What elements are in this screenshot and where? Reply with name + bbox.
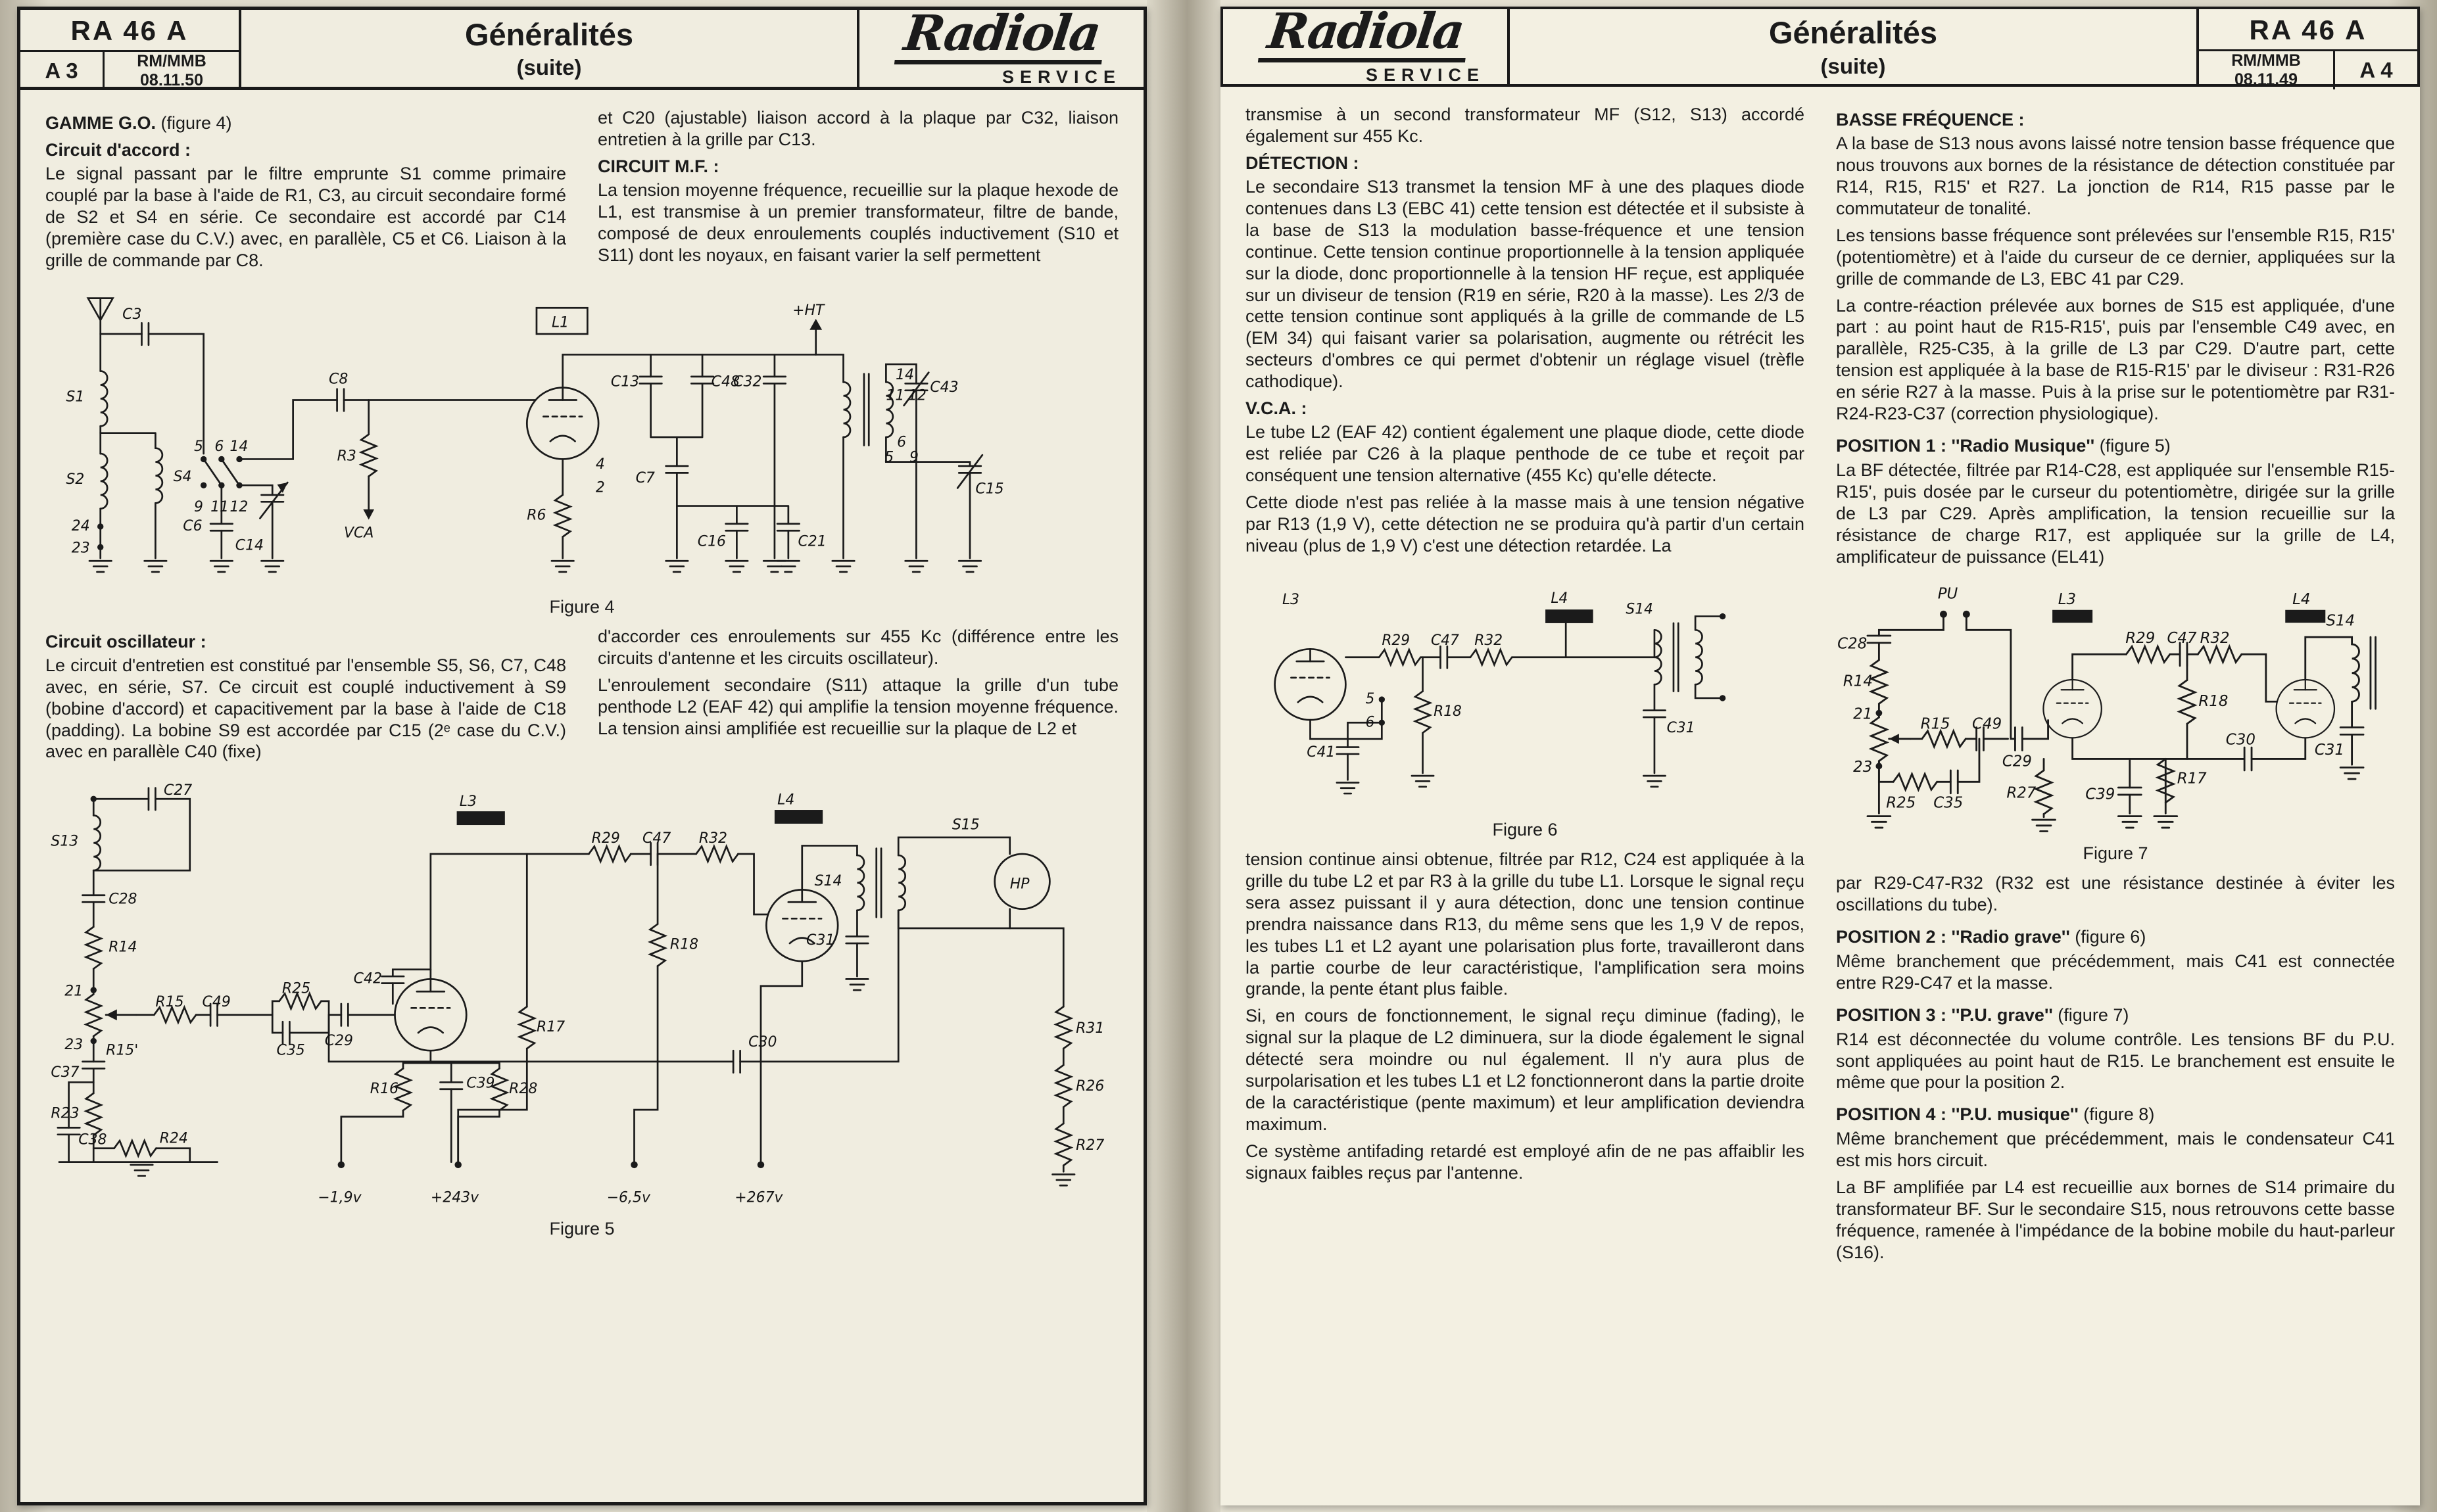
svg-text:R18: R18	[2198, 692, 2229, 710]
svg-text:R6: R6	[527, 507, 546, 524]
page-body-left	[20, 90, 1144, 1257]
svg-text:S1: S1	[66, 389, 85, 406]
section-heading	[1836, 1104, 2395, 1125]
svg-text:C31: C31	[1666, 719, 1695, 736]
page-header-right	[1220, 3, 2420, 89]
svg-text:L3: L3	[2058, 590, 2077, 608]
svg-text:S4: S4	[173, 468, 192, 485]
svg-text:S13: S13	[51, 833, 79, 850]
svg-text:21: 21	[1853, 705, 1873, 723]
paragraph: La BF amplifiée par L4 est recueillie aux bornes de S14 primaire du transformateur BF. Sur le secondaire S15, nous retrouvons cette basse fréquence, ramenée à l'impédance de la bobine mobile du haut-parleur (S16).	[1836, 1177, 2395, 1263]
paragraph: Le secondaire S13 transmet la tension MF à une des plaques diode contenues dans L3 (EBC 41) cette tension est détectée et il subsiste à la base de S13 la modulation basse-fréquence et une tension continue. Cette tension continue proportionnelle à la tension appliquée sur la diode, donc proportionnelle à la tension HF reçue, est appliquée sur un diviseur de tension (R19 en série, R20 à la masse). Les 2/3 de cette tension continue sont appliqués à la grille de commande de L5 (EM 34) qui faisant varier sa polarisation, augmente ou rétrécit les secteurs d'ombres ce qui permet d'obtenir un réglage visuel (trèfle cathodique).	[1245, 176, 1804, 392]
svg-text:C29: C29	[2002, 753, 2032, 770]
svg-text:C39: C39	[2085, 786, 2115, 803]
svg-text:C27: C27	[163, 782, 193, 799]
main-columns	[1245, 104, 2395, 1269]
svg-text:R3: R3	[337, 448, 356, 465]
svg-text:C47: C47	[1430, 632, 1459, 649]
ground-symbol	[1643, 776, 1665, 787]
ground-symbol	[1868, 816, 1891, 827]
paragraph: transmise à un second transformateur MF (S12, S13) accordé également sur 455 Kc.	[1245, 105, 1804, 146]
svg-text:R15: R15	[1920, 715, 1950, 733]
section-heading	[45, 112, 566, 134]
paragraph: Cette diode n'est pas reliée à la masse mais à une tension négative par R13 (1,9 V), cette détection ne se produira qu'à partir d'un certain niveau (plus de 1,9 V) c'est une détection retardée. La	[1245, 492, 1804, 555]
paragraph: d'accorder ces enroulements sur 455 Kc (différence entre les circuits d'antenne et les circuits oscillateur).	[598, 626, 1119, 668]
brand-logo: Radiola	[1258, 7, 1472, 62]
paragraph: Si, en cours de fonctionnement, le signal reçu diminue (fading), le signal sur la plaque de L2 diminuera, sur la diode également le signal détecté sera moindre ou nul également. Il n'y aura plus de surpolarisation et les tubes L1 et L2 fonctionneront dans la partie droite de la caractéristique (pente maximum) et leur amplification deviendra maximum.	[1245, 1006, 1804, 1135]
svg-text:5: 5	[884, 449, 894, 466]
paragraph: R14 est déconnectée du volume contrôle. Les tensions BF du P.U. sont appliquées au point haut de R15. Le branchement est ensuite le même que pour la position 2.	[1836, 1029, 2395, 1093]
svg-text:R31: R31	[1076, 1020, 1105, 1037]
svg-text:9: 9	[193, 498, 203, 515]
svg-text:R18: R18	[1434, 703, 1462, 720]
output-transformer	[857, 855, 863, 910]
svg-text:23: 23	[64, 1037, 84, 1054]
paragraph: La contre-réaction prélevée aux bornes de S15 est appliquée, d'une part : au point haut de R15-R15', puis par l'ensemble C49 avec, en parallèle, R25-C35, à la grille de L3 par C29. D'autre part, cette tension est appliquée à la base de R15-R15' par le diviseur : R31-R26 en série R27 à la masse. Puis à la prise sur le potentiomètre par R31-R24-R23-C37 (correction physiologique).	[1836, 295, 2395, 424]
column	[598, 626, 1119, 768]
tube-symbol	[395, 980, 466, 1051]
svg-text:C13: C13	[610, 373, 640, 390]
heading-suffix: (figure 4)	[156, 113, 232, 133]
brand-service-label: SERVICE	[1001, 66, 1121, 87]
section-heading: Circuit d'accord :	[45, 139, 191, 160]
title-box	[241, 10, 857, 87]
doc-subtitle: (suite)	[516, 55, 582, 80]
svg-text:R16: R16	[370, 1081, 398, 1098]
model-subrow	[20, 52, 239, 90]
svg-text:C21: C21	[798, 532, 827, 550]
model-box	[20, 10, 241, 87]
section-heading	[1836, 926, 2395, 948]
svg-text:4: 4	[595, 456, 605, 473]
column	[45, 107, 566, 277]
svg-text:9: 9	[909, 449, 919, 466]
heading-suffix: (figure 7)	[2052, 1004, 2129, 1025]
svg-text:C47: C47	[642, 830, 671, 847]
svg-text:C29: C29	[324, 1033, 354, 1050]
section-heading	[1836, 435, 2395, 457]
svg-text:14: 14	[229, 438, 249, 455]
svg-text:C42: C42	[353, 971, 382, 988]
heading-suffix: (figure 5)	[2094, 436, 2171, 456]
heading-suffix: (figure 6)	[2069, 926, 2146, 947]
page-ref: A 4	[2333, 51, 2417, 89]
svg-text:C3: C3	[122, 306, 142, 323]
svg-text:21: 21	[64, 983, 84, 1000]
model-number: RA 46 A	[2199, 9, 2417, 51]
svg-text:S2: S2	[66, 471, 85, 488]
dept-code: RM/MMB	[2231, 51, 2301, 70]
page-body-right	[1220, 87, 2420, 1278]
svg-text:C7: C7	[635, 469, 655, 486]
revision-date: 08.11.49	[2234, 70, 2298, 89]
svg-text:R26: R26	[1076, 1078, 1105, 1095]
figure-5	[45, 780, 1119, 1213]
paragraph: Le circuit d'entretien est constitué par l'ensemble S5, S6, C7, C48 avec, en série, S7. Ce circuit est couplé inductivement à S9 (bobine d'accord) et capacitivement par la base à l'aide de C18 (padding). La bobine S9 est accordée par C15 (2ᵉ case du C.V.) avec en parallèle C40 (fixe)	[45, 655, 566, 762]
svg-text:C28: C28	[109, 891, 137, 908]
heading-text: POSITION 3 : ''P.U. grave''	[1836, 1004, 2053, 1025]
section-heading	[1836, 1004, 2395, 1026]
paragraph: Le tube L2 (EAF 42) contient également une plaque diode, cette diode est reliée par C26 à la plaque penthode de ce tube et reçoit par conséquent une tension alternative (455 Kc) qu'elle détecte.	[1245, 422, 1804, 485]
section-heading: BASSE FRÉQUENCE :	[1836, 110, 2025, 130]
page-a3	[17, 7, 1147, 1505]
svg-text:C38: C38	[78, 1131, 107, 1148]
paragraph: L'enroulement secondaire (S11) attaque la grille d'un tube penthode L2 (EAF 42) qui amplifie la tension moyenne fréquence. La tension ainsi amplifiée est recueillie sur la plaque de L2 et	[598, 674, 1119, 738]
svg-text:C30: C30	[2225, 731, 2256, 749]
tube-symbol	[1275, 649, 1346, 720]
svg-text:R14: R14	[1843, 673, 1873, 690]
doc-subtitle: (suite)	[1820, 53, 1886, 78]
model-box	[2196, 9, 2417, 89]
page-a4	[1220, 3, 2420, 1505]
svg-text:24: 24	[71, 517, 90, 534]
svg-text:C8: C8	[329, 370, 349, 387]
brand-box	[857, 5, 1144, 87]
svg-text:R25: R25	[1886, 794, 1916, 812]
svg-text:S15: S15	[952, 816, 980, 834]
svg-text:C47: C47	[2167, 629, 2197, 647]
section-heading: DÉTECTION :	[1245, 153, 1359, 173]
svg-text:C35: C35	[1933, 794, 1964, 812]
figure-6	[1245, 569, 1804, 814]
heading-text: POSITION 2 : ''Radio grave''	[1836, 926, 2070, 947]
svg-text:23: 23	[1853, 758, 1873, 776]
svg-text:C28: C28	[1837, 635, 1868, 653]
tube-symbol	[527, 387, 598, 459]
ground-symbol	[89, 561, 111, 572]
section-heading: V.C.A. :	[1245, 398, 1307, 419]
svg-text:C14: C14	[235, 537, 264, 554]
svg-text:14: 14	[896, 366, 914, 383]
revision-date: 08.11.50	[140, 70, 203, 89]
svg-text:6: 6	[897, 434, 907, 451]
brand-service-label: SERVICE	[1365, 65, 1485, 85]
svg-text:C48: C48	[711, 373, 740, 390]
svg-text:C49: C49	[1972, 715, 2002, 733]
svg-text:R17: R17	[2177, 770, 2207, 788]
svg-text:C15: C15	[975, 481, 1004, 498]
svg-text:R32: R32	[1474, 632, 1503, 649]
svg-text:C35: C35	[276, 1042, 305, 1059]
svg-text:−6,5v: −6,5v	[606, 1189, 650, 1206]
figure-7	[1836, 580, 2395, 838]
svg-text:R23: R23	[51, 1106, 80, 1123]
svg-text:C31: C31	[806, 932, 835, 949]
svg-text:L3: L3	[1282, 591, 1299, 608]
svg-text:C6: C6	[183, 517, 203, 534]
svg-text:L3: L3	[459, 793, 477, 811]
svg-text:R25: R25	[281, 980, 311, 997]
svg-text:R18: R18	[669, 936, 699, 953]
ground-symbol	[131, 1165, 153, 1176]
doc-title: Généralités	[464, 16, 634, 52]
svg-text:C43: C43	[930, 379, 959, 396]
svg-text:R15': R15'	[106, 1042, 139, 1059]
transformer-symbol	[844, 382, 850, 437]
paragraph: Les tensions basse fréquence sont prélevées sur l'ensemble R15, R15' (potentiomètre) et à l'aide du curseur de ce dernier, appliquées sur la grille de commande de L3, EBC 41 par C29.	[1836, 225, 2395, 289]
svg-text:R29: R29	[591, 830, 620, 847]
heading-text: POSITION 4 : ''P.U. musique''	[1836, 1104, 2079, 1125]
svg-text:PU: PU	[1937, 585, 1958, 603]
column	[1245, 104, 1804, 1269]
svg-text:2: 2	[595, 479, 605, 496]
paragraph: A la base de S13 nous avons laissé notre tension basse fréquence que nous trouvons aux bornes de la résistance de détection constituée par R14, R15, R15' et R27. La jonction de R14, R15 passe par le commutateur de tonalité.	[1836, 133, 2395, 218]
svg-text:C41: C41	[1307, 744, 1336, 761]
dept-code: RM/MMB	[137, 52, 206, 71]
figure7-schematic	[1836, 580, 2395, 838]
paragraph: Le signal passant par le filtre emprunte S1 comme primaire couplé par la base à l'aide de R1, C3, au circuit secondaire formé de S2 et S4 en série. Ce secondaire est accordé par C14 (première case du C.V.) avec, en parallèle, C5 et C6. Liaison à la grille de commande par C8.	[45, 163, 566, 270]
column	[1836, 104, 2395, 1269]
svg-text:L1: L1	[551, 314, 569, 331]
figure5-labels	[51, 782, 1104, 1206]
svg-text:R14: R14	[109, 939, 137, 956]
svg-text:L4: L4	[777, 792, 795, 809]
svg-text:R24: R24	[159, 1130, 188, 1147]
paragraph: La BF détectée, filtrée par R14-C28, est appliquée sur l'ensemble R15-R15', puis dosée par le curseur du potentiomètre, dirigée sur la grille de L3 par C29. Après amplification, la tension recueillie sur la résistance de charge R17, est appliquée sur la grille de L4, amplificateur de puissance (EL41)	[1836, 460, 2395, 567]
svg-text:L4: L4	[1551, 590, 1568, 607]
svg-text:R32: R32	[2200, 629, 2230, 647]
revision-box	[105, 52, 239, 90]
paragraph: Ce système antifading retardé est employé afin de ne pas affaiblir les signaux faibles reçus par l'antenne.	[1245, 1141, 1804, 1183]
svg-text:C49: C49	[202, 994, 231, 1011]
page-ref: A 3	[20, 52, 105, 90]
svg-text:C32: C32	[733, 373, 762, 390]
revision-box	[2199, 51, 2333, 89]
svg-text:R15: R15	[155, 994, 184, 1011]
section-heading: CIRCUIT M.F. :	[598, 156, 719, 176]
svg-text:R28: R28	[509, 1081, 538, 1098]
figure-caption: Figure 7	[2083, 843, 2148, 864]
svg-text:R17: R17	[536, 1019, 566, 1036]
paragraph: et C20 (ajustable) liaison accord à la plaque par C32, liaison entretien à la grille par C13.	[598, 108, 1119, 149]
title-box	[1510, 9, 2196, 84]
figure-caption: Figure 5	[549, 1219, 615, 1239]
paragraph: La tension moyenne fréquence, recueillie sur la plaque hexode de L1, est transmise à un premier transformateur, filtre de bande, composé de deux enroulements couplés inductivement (S10 et S11) dont les noyaux, en faisant varier la self permettent	[598, 179, 1119, 265]
page-gutter-shadow	[1147, 0, 1220, 1512]
tube-symbol	[2043, 680, 2101, 738]
svg-text:R27: R27	[2006, 784, 2037, 802]
svg-text:R29: R29	[1382, 632, 1411, 649]
intro-columns	[45, 107, 1119, 277]
svg-text:+HT: +HT	[792, 302, 825, 319]
svg-text:11: 11	[886, 387, 905, 404]
doc-title: Généralités	[1768, 15, 1938, 51]
figure6-schematic	[1245, 569, 1804, 814]
figure7-labels	[1837, 585, 2355, 811]
svg-text:R27: R27	[1076, 1137, 1105, 1154]
svg-text:S14: S14	[1626, 601, 1653, 618]
paragraph: Même branchement que précédemment, mais C41 est connectée entre R29-C47 et la masse.	[1836, 951, 2395, 993]
brand-box	[1223, 3, 1510, 85]
paragraph: par R29-C47-R32 (R32 est une résistance destinée à éviter les oscillations du tube).	[1836, 872, 2395, 914]
svg-text:5: 5	[1365, 690, 1375, 707]
brand-logo: Radiola	[894, 9, 1109, 64]
svg-text:23: 23	[71, 540, 90, 557]
svg-text:R29: R29	[2125, 629, 2156, 647]
output-transformer	[1654, 630, 1661, 684]
svg-text:C31: C31	[2314, 741, 2345, 759]
svg-text:VCA: VCA	[344, 525, 374, 542]
tube-symbol	[766, 890, 838, 962]
column	[598, 107, 1119, 277]
tube-symbol	[2277, 680, 2334, 738]
model-number: RA 46 A	[20, 10, 239, 52]
svg-text:11: 11	[210, 498, 229, 515]
svg-text:12: 12	[229, 498, 249, 515]
heading-suffix: (figure 8)	[2078, 1104, 2155, 1125]
svg-text:+243v: +243v	[430, 1189, 479, 1206]
output-transformer	[2352, 644, 2359, 701]
figure4-schematic	[45, 289, 1119, 591]
paragraph: tension continue ainsi obtenue, filtrée par R12, C24 est appliquée à la grille du tube L2 et par R3 à la grille du tube L1. Lorsque le signal reçu sera assez puissant il y aura détection, donc une tension continue prendra naissance dans R13, du même sens que les 1,9 V de repos, les tubes L1 et L2 ayant une polarisation plus forte, travailleront dans la partie courbe de leur caractéristique, l'amplification sera moins grande, la pente étant plus faible.	[1245, 849, 1804, 999]
svg-text:S14: S14	[814, 873, 842, 890]
model-subrow	[2199, 51, 2417, 89]
figure-caption: Figure 6	[1492, 819, 1558, 839]
svg-text:HP: HP	[1009, 876, 1030, 893]
paragraph: Même branchement que précédemment, mais le condensateur C41 est mis hors circuit.	[1836, 1129, 2395, 1171]
svg-text:L4: L4	[2292, 590, 2311, 608]
svg-text:5: 5	[193, 438, 203, 455]
column	[45, 626, 566, 768]
svg-text:6: 6	[214, 438, 224, 455]
svg-text:6: 6	[1365, 714, 1375, 731]
section-heading: Circuit oscillateur :	[45, 631, 206, 651]
heading-text: POSITION 1 : ''Radio Musique''	[1836, 436, 2095, 456]
svg-text:R32: R32	[698, 830, 728, 847]
figure-caption: Figure 4	[549, 596, 615, 617]
svg-text:C30: C30	[748, 1034, 777, 1051]
svg-text:C37: C37	[51, 1064, 80, 1081]
svg-text:−1,9v: −1,9v	[318, 1189, 362, 1206]
heading-text: GAMME G.O.	[45, 113, 156, 133]
page-header-left	[20, 5, 1144, 90]
svg-text:S14: S14	[2326, 612, 2355, 630]
svg-text:C39: C39	[466, 1075, 495, 1093]
oscillator-columns	[45, 626, 1119, 768]
svg-text:+267v: +267v	[735, 1189, 783, 1206]
figure5-schematic	[45, 780, 1119, 1213]
figure-4	[45, 289, 1119, 591]
svg-text:12: 12	[907, 387, 927, 404]
svg-text:C16: C16	[697, 532, 727, 550]
